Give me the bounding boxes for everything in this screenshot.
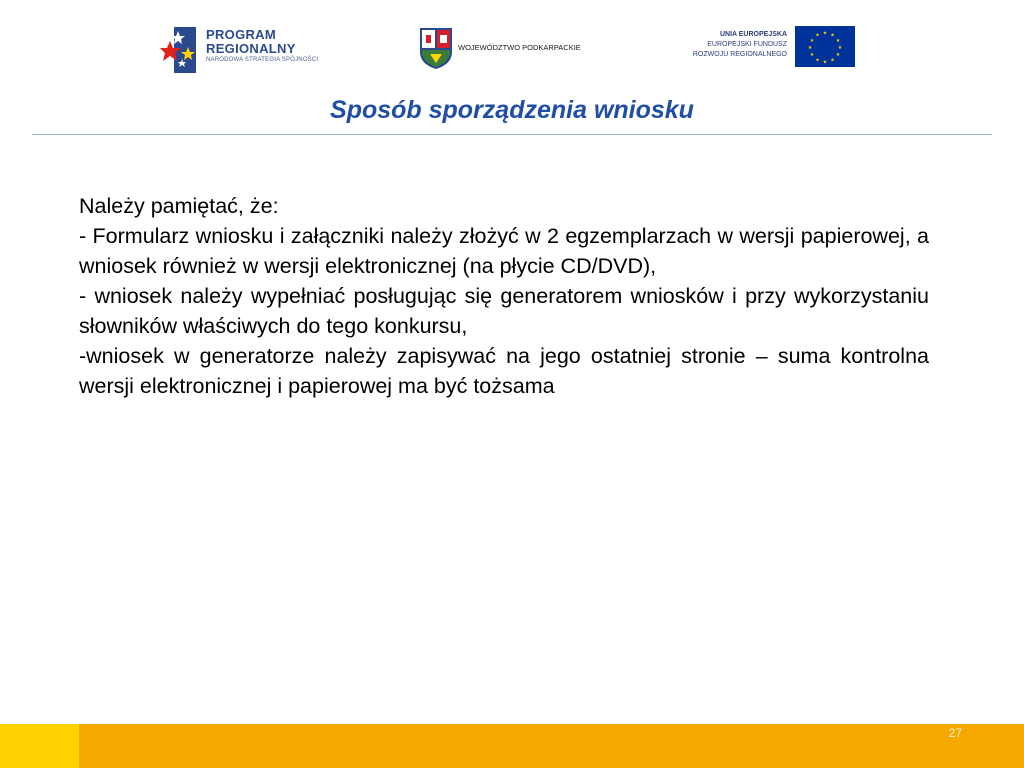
slide-title: Sposób sporządzenia wniosku [330,96,694,124]
svg-text:★: ★ [830,32,835,39]
program-logo-line2: REGIONALNY [206,41,296,56]
body-paragraph-intro: Należy pamiętać, że: [79,194,279,218]
podkarpackie-coat-of-arms-icon [418,26,454,70]
eu-logo-line1: UNIA EUROPEJSKA [719,31,787,38]
svg-text:★: ★ [809,52,815,58]
eu-flag-icon [795,26,855,67]
program-logo-line1: PROGRAM [206,27,276,42]
svg-text:★: ★ [835,52,841,58]
footer-bar [0,724,1024,768]
svg-text:★: ★ [835,38,841,44]
podkarpackie-logo [418,26,618,70]
eu-logo-line2: EUROPEJSKI FUNDUSZ [707,41,787,48]
svg-text:★: ★ [822,59,828,66]
svg-text:★: ★ [815,57,820,64]
slide-body [79,191,929,401]
svg-text:★: ★ [815,32,820,39]
svg-text:★: ★ [807,45,813,51]
svg-text:★: ★ [830,57,835,64]
page-number: 27 [948,726,962,740]
title-divider [32,134,992,135]
podkarpackie-logo-text: WOJEWÓDZTWO PODKARPACKIE [458,43,581,52]
header-logos [0,0,1024,90]
body-paragraph-generator: - wniosek należy wypełniać posługując się generatorem wniosków i przy wykorzystaniu słowników właściwych do tego konkursu, [79,284,929,338]
eu-logo-line3: ROZWOJU REGIONALNEGO [692,51,787,58]
body-paragraph-copies: - Formularz wniosku i załączniki należy złożyć w 2 egzemplarzach w wersji papierowej, a wniosek również w wersji elektronicznej (na płycie CD/DVD), [79,224,929,278]
svg-text:★: ★ [837,45,843,51]
program-logo-line3: NARODOWA STRATEGIA SPÓJNOŚCI [206,57,319,63]
program-regionalny-star-icon [160,27,200,73]
footer-accent [0,724,79,768]
body-paragraph-checksum: -wniosek w generatorze należy zapisywać na jego ostatniej stronie – suma kontrolna wersji elektronicznej i papierowej ma być tożsama [79,344,929,398]
program-regionalny-logo [160,25,340,75]
svg-text:★: ★ [822,30,828,37]
eu-logo [680,26,855,70]
svg-text:★: ★ [809,38,815,44]
